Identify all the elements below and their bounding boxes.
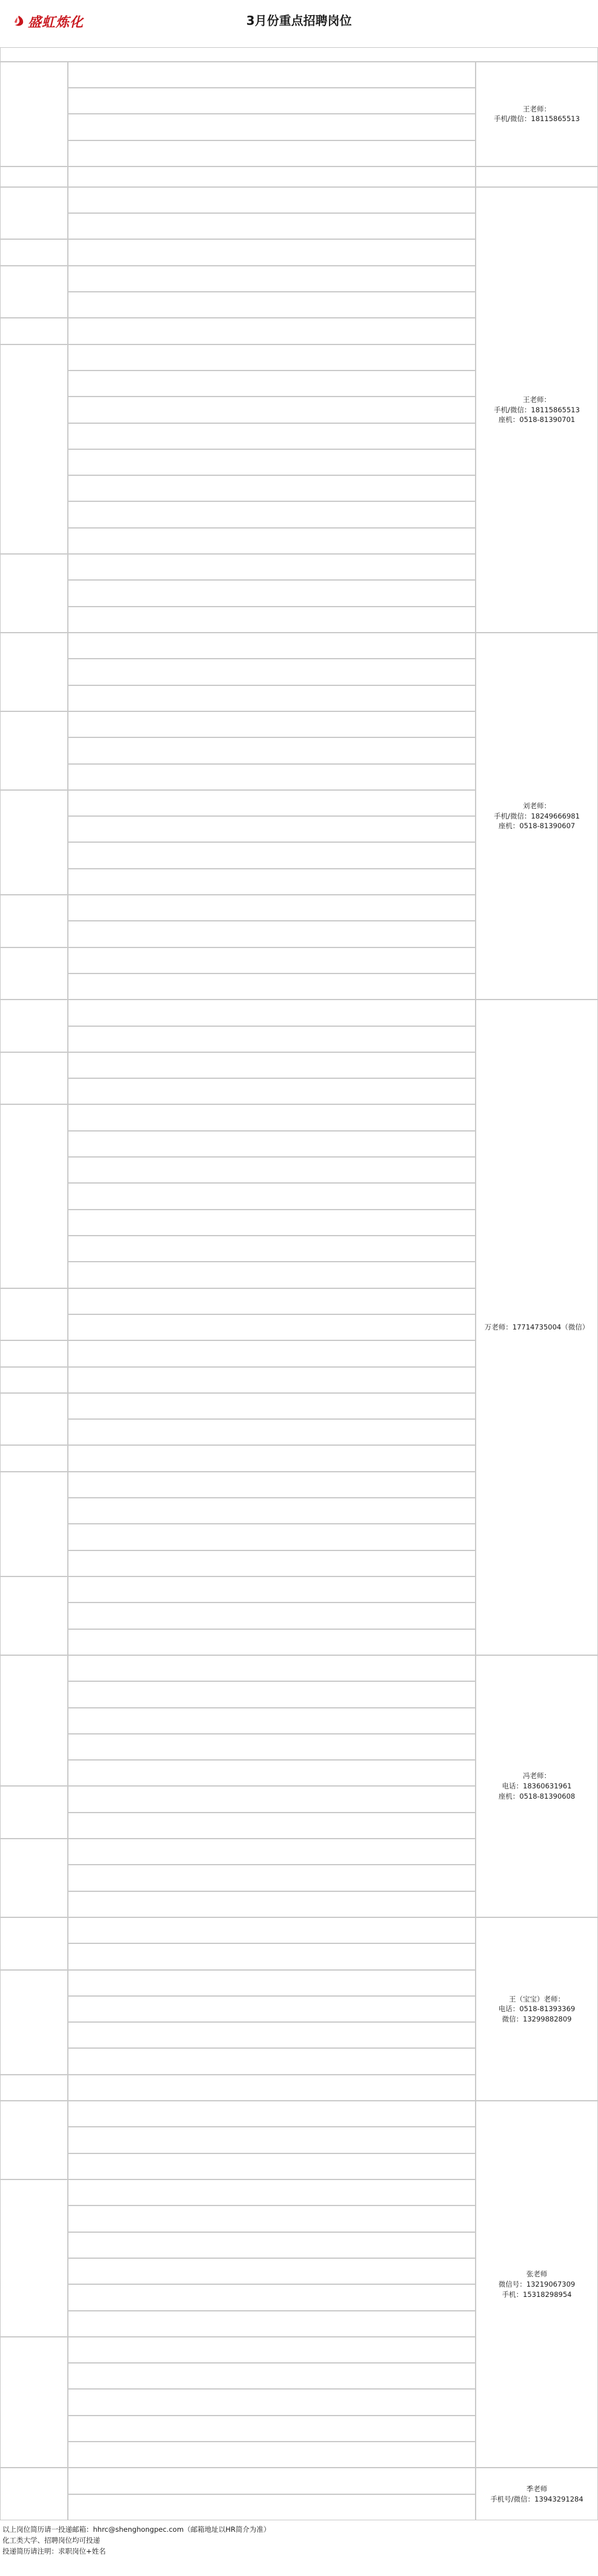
position-cell bbox=[68, 1157, 476, 1183]
department-cell bbox=[0, 1786, 68, 1839]
column-header-position bbox=[68, 166, 476, 187]
position-cell bbox=[68, 88, 476, 114]
position-cell bbox=[68, 423, 476, 449]
position-cell bbox=[68, 2258, 476, 2284]
position-cell bbox=[68, 2494, 476, 2520]
contact-line: 手机/微信：18249666981 bbox=[494, 811, 580, 820]
position-cell bbox=[68, 1734, 476, 1760]
department-cell bbox=[0, 1655, 68, 1787]
contact-cell bbox=[476, 187, 598, 633]
position-cell bbox=[68, 449, 476, 475]
contact-line: 手机/微信：18115865513 bbox=[494, 405, 580, 414]
position-cell bbox=[68, 1970, 476, 1996]
contact-line: 座机：0518-81390608 bbox=[498, 1791, 576, 1800]
contact-cell bbox=[476, 1917, 598, 2101]
position-cell bbox=[68, 2284, 476, 2310]
position-cell bbox=[68, 1367, 476, 1393]
department-cell bbox=[0, 633, 68, 711]
department-cell bbox=[0, 947, 68, 1000]
department-cell bbox=[0, 1288, 68, 1341]
position-cell bbox=[68, 239, 476, 265]
department-cell bbox=[0, 1839, 68, 1917]
position-cell bbox=[68, 685, 476, 711]
position-cell bbox=[68, 973, 476, 1000]
position-cell bbox=[68, 1314, 476, 1340]
application-notes bbox=[2, 2524, 270, 2557]
contact-line: 万老师：17714735004（微信） bbox=[484, 1323, 590, 1332]
department-cell bbox=[0, 239, 68, 265]
department-cell bbox=[0, 1576, 68, 1655]
position-cell bbox=[68, 318, 476, 344]
position-cell bbox=[68, 895, 476, 921]
position-cell bbox=[68, 2127, 476, 2153]
position-cell bbox=[68, 2363, 476, 2389]
position-cell bbox=[68, 2232, 476, 2258]
contact-cell bbox=[476, 1000, 598, 1655]
department-cell bbox=[0, 187, 68, 240]
position-cell bbox=[68, 1839, 476, 1865]
contact-cell bbox=[476, 62, 598, 166]
contact-cell bbox=[476, 1655, 598, 1917]
contact-line: 王老师： bbox=[523, 395, 551, 404]
contact-cell bbox=[476, 633, 598, 1000]
contact-line: 微信号：13219067309 bbox=[498, 2279, 576, 2288]
position-cell bbox=[68, 764, 476, 790]
position-cell bbox=[68, 2153, 476, 2179]
department-cell bbox=[0, 2101, 68, 2179]
contact-line: 冯老师： bbox=[523, 1771, 551, 1780]
department-cell bbox=[0, 2075, 68, 2101]
position-cell bbox=[68, 1393, 476, 1419]
position-cell bbox=[68, 2337, 476, 2363]
position-cell bbox=[68, 1000, 476, 1026]
position-cell bbox=[68, 1629, 476, 1655]
position-cell bbox=[68, 140, 476, 166]
position-cell bbox=[68, 1236, 476, 1262]
position-cell bbox=[68, 2311, 476, 2337]
contact-line: 电话：18360631961 bbox=[502, 1782, 572, 1791]
position-cell bbox=[68, 2022, 476, 2048]
position-cell bbox=[68, 1262, 476, 1288]
position-cell bbox=[68, 1943, 476, 1969]
position-cell bbox=[68, 869, 476, 895]
contact-line: 张老师 bbox=[526, 2270, 548, 2279]
contact-line: 电话：0518-81393369 bbox=[498, 2004, 576, 2014]
position-cell bbox=[68, 1104, 476, 1130]
contact-line: 手机号/微信：13943291284 bbox=[490, 2494, 583, 2503]
position-cell bbox=[68, 1576, 476, 1603]
position-cell bbox=[68, 501, 476, 527]
position-cell bbox=[68, 62, 476, 88]
department-cell bbox=[0, 266, 68, 318]
position-cell bbox=[68, 1708, 476, 1734]
position-cell bbox=[68, 1681, 476, 1707]
position-cell bbox=[68, 2048, 476, 2074]
column-header-contact bbox=[476, 166, 598, 187]
position-cell bbox=[68, 2389, 476, 2415]
position-cell bbox=[68, 1760, 476, 1786]
page-title: 3月份重点招聘岗位 bbox=[246, 13, 352, 28]
position-cell bbox=[68, 580, 476, 606]
department-cell bbox=[0, 62, 68, 166]
contact-line: 座机：0518-81390607 bbox=[498, 822, 576, 831]
position-cell bbox=[68, 2101, 476, 2127]
contact-line: 手机：15318298954 bbox=[502, 2290, 572, 2299]
position-cell bbox=[68, 528, 476, 554]
department-cell bbox=[0, 1393, 68, 1446]
note-line: 投递简历请注明：求职岗位+姓名 bbox=[2, 2547, 106, 2555]
contact-cell bbox=[476, 2468, 598, 2520]
contact-line: 刘老师： bbox=[523, 802, 551, 811]
position-cell bbox=[68, 790, 476, 816]
position-cell bbox=[68, 1524, 476, 1550]
position-cell bbox=[68, 921, 476, 947]
position-cell bbox=[68, 659, 476, 685]
position-cell bbox=[68, 2416, 476, 2442]
department-cell bbox=[0, 318, 68, 344]
note-line: 以上岗位简历请一投递邮箱：hhrc@shenghongpec.com（邮箱地址以HR简介为准） bbox=[2, 2525, 271, 2534]
department-cell bbox=[0, 1970, 68, 2075]
department-cell bbox=[0, 554, 68, 633]
position-cell bbox=[68, 292, 476, 318]
contact-line: 季老师 bbox=[526, 2485, 548, 2493]
contact-cell bbox=[476, 2101, 598, 2468]
position-cell bbox=[68, 371, 476, 397]
column-header-department bbox=[0, 166, 68, 187]
position-cell bbox=[68, 816, 476, 842]
department-cell bbox=[0, 711, 68, 790]
position-cell bbox=[68, 1917, 476, 1943]
contact-line: 手机/微信：18115865513 bbox=[494, 114, 580, 124]
department-cell bbox=[0, 790, 68, 895]
key-section-title bbox=[0, 47, 598, 62]
position-cell bbox=[68, 711, 476, 737]
position-cell bbox=[68, 1550, 476, 1576]
position-cell bbox=[68, 1813, 476, 1839]
position-cell bbox=[68, 266, 476, 292]
logo-text: 盛虹炼化 bbox=[28, 14, 84, 30]
position-cell bbox=[68, 2075, 476, 2101]
department-cell bbox=[0, 1472, 68, 1576]
contact-line: 王老师： bbox=[523, 104, 551, 113]
position-cell bbox=[68, 2442, 476, 2468]
position-cell bbox=[68, 187, 476, 213]
position-cell bbox=[68, 1655, 476, 1681]
contact-line: 座机：0518-81390701 bbox=[498, 415, 576, 424]
department-cell bbox=[0, 1445, 68, 1471]
position-cell bbox=[68, 1210, 476, 1236]
contact-line: 微信：13299882809 bbox=[502, 2014, 572, 2023]
position-cell bbox=[68, 1340, 476, 1366]
position-cell bbox=[68, 1865, 476, 1891]
department-cell bbox=[0, 1052, 68, 1105]
position-cell bbox=[68, 1445, 476, 1471]
position-cell bbox=[68, 1603, 476, 1629]
department-cell bbox=[0, 895, 68, 947]
position-cell bbox=[68, 1786, 476, 1812]
department-cell bbox=[0, 344, 68, 554]
position-cell bbox=[68, 213, 476, 239]
department-cell bbox=[0, 2337, 68, 2468]
position-cell bbox=[68, 554, 476, 580]
note-line: 化工类大学、招聘岗位均可投递 bbox=[2, 2536, 100, 2545]
department-cell bbox=[0, 1340, 68, 1366]
department-cell bbox=[0, 1917, 68, 1970]
department-cell bbox=[0, 1104, 68, 1288]
department-cell bbox=[0, 1367, 68, 1393]
position-cell bbox=[68, 1472, 476, 1498]
position-cell bbox=[68, 947, 476, 973]
position-cell bbox=[68, 633, 476, 659]
position-cell bbox=[68, 2205, 476, 2232]
position-cell bbox=[68, 2179, 476, 2205]
position-cell bbox=[68, 1131, 476, 1157]
department-cell bbox=[0, 1000, 68, 1052]
position-cell bbox=[68, 475, 476, 501]
department-cell bbox=[0, 2468, 68, 2520]
position-cell bbox=[68, 1288, 476, 1314]
position-cell bbox=[68, 1498, 476, 1524]
contact-line: 王（宝宝）老师： bbox=[509, 1994, 565, 2003]
position-cell bbox=[68, 1026, 476, 1052]
position-cell bbox=[68, 1183, 476, 1209]
position-cell bbox=[68, 1419, 476, 1445]
position-cell bbox=[68, 2468, 476, 2494]
position-cell bbox=[68, 344, 476, 371]
position-cell bbox=[68, 1996, 476, 2022]
position-cell bbox=[68, 1078, 476, 1104]
position-cell bbox=[68, 397, 476, 423]
position-cell bbox=[68, 1891, 476, 1917]
department-cell bbox=[0, 2179, 68, 2337]
position-cell bbox=[68, 842, 476, 868]
position-cell bbox=[68, 114, 476, 140]
position-cell bbox=[68, 737, 476, 763]
position-cell bbox=[68, 607, 476, 633]
position-cell bbox=[68, 1052, 476, 1078]
